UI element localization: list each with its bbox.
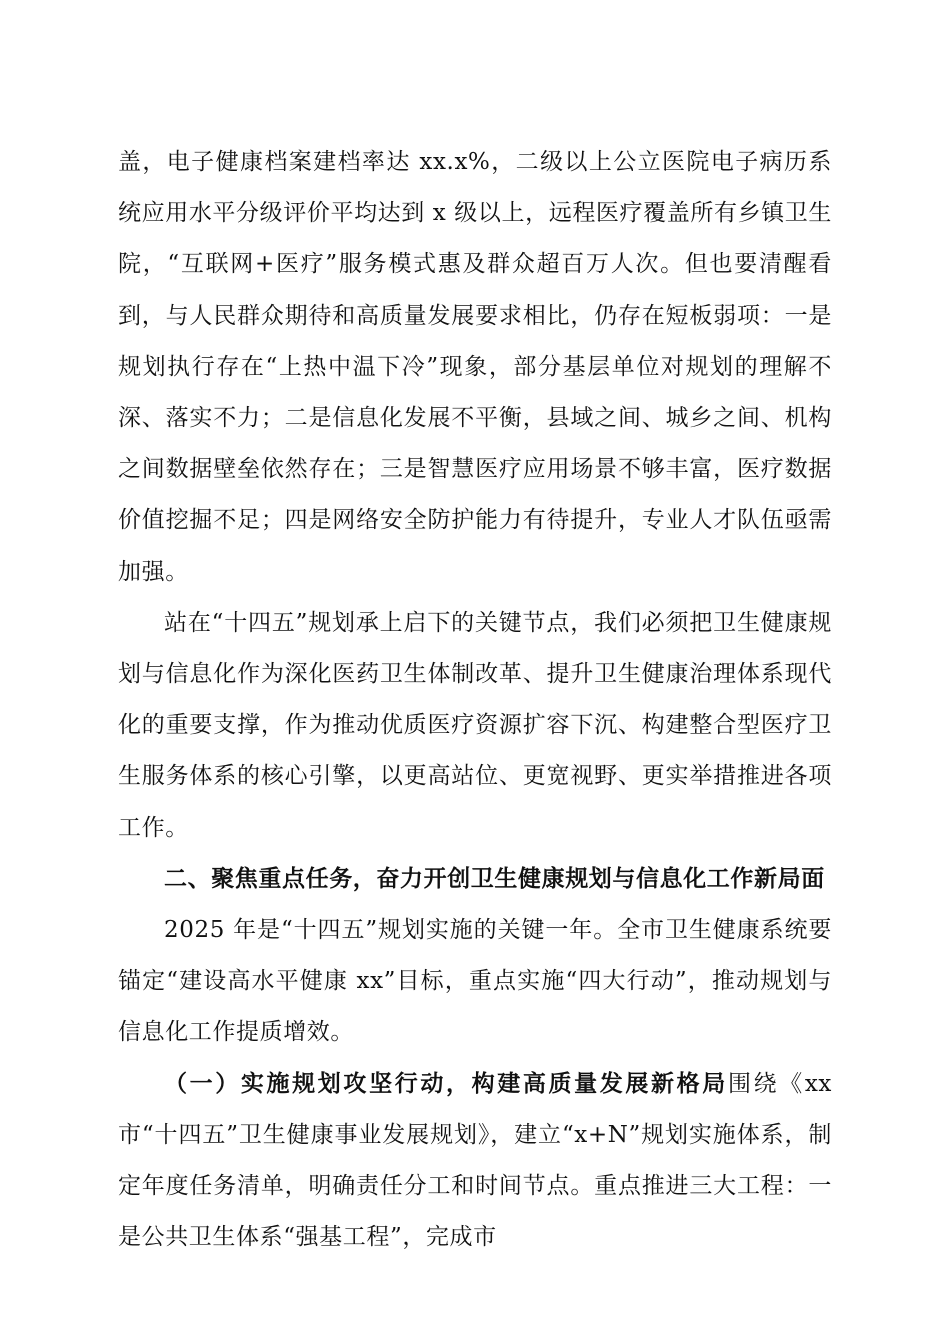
body-paragraph-continued: 盖，电子健康档案建档率达 xx.x%，二级以上公立医院电子病历系统应用水平分级评价平均达到 x 级以上，远程医疗覆盖所有乡镇卫生院，“互联网+医疗”服务模式惠及群众超百万人次。但也要清醒看到，与人民群众期待和高质量发展要求相比，仍存在短板弱项：一是规划执行存在“上热中温下冷”现象，部分基层单位对规划的理解不深、落实不力；二是信息化发展不平衡，县域之间、城乡之间、机构之间数据壁垒依然存在；三是智慧医疗应用场景不够丰富，医疗数据价值挖掘不足；四是网络安全防护能力有待提升，专业人才队伍亟需加强。 [118, 149, 832, 585]
subsection-heading: （一）实施规划攻坚行动，构建高质量发展新格局 [164, 1070, 728, 1097]
subsection-paragraph [118, 1059, 832, 1264]
section-heading: 二、聚焦重点任务，奋力开创卫生健康规划与信息化工作新局面 [164, 865, 825, 892]
subsection-body: 围绕《xx 市“十四五”卫生健康事业发展规划》，建立“x+N”规划实施体系，制定年度任务清单，明确责任分工和时间节点。重点推进三大工程：一是公共卫生体系“强基工程”，完成市 [118, 1070, 832, 1251]
document-body [118, 137, 832, 1263]
body-paragraph: 站在“十四五”规划承上启下的关键节点，我们必须把卫生健康规划与信息化作为深化医药卫生体制改革、提升卫生健康治理体系现代化的重要支撑，作为推动优质医疗资源扩容下沉、构建整合型医疗卫生服务体系的核心引擎，以更高站位、更宽视野、更实举措推进各项工作。 [118, 609, 832, 841]
section-intro-paragraph: 2025 年是“十四五”规划实施的关键一年。全市卫生健康系统要锚定“建设高水平健康 xx”目标，重点实施“四大行动”，推动规划与信息化工作提质增效。 [118, 917, 832, 1046]
